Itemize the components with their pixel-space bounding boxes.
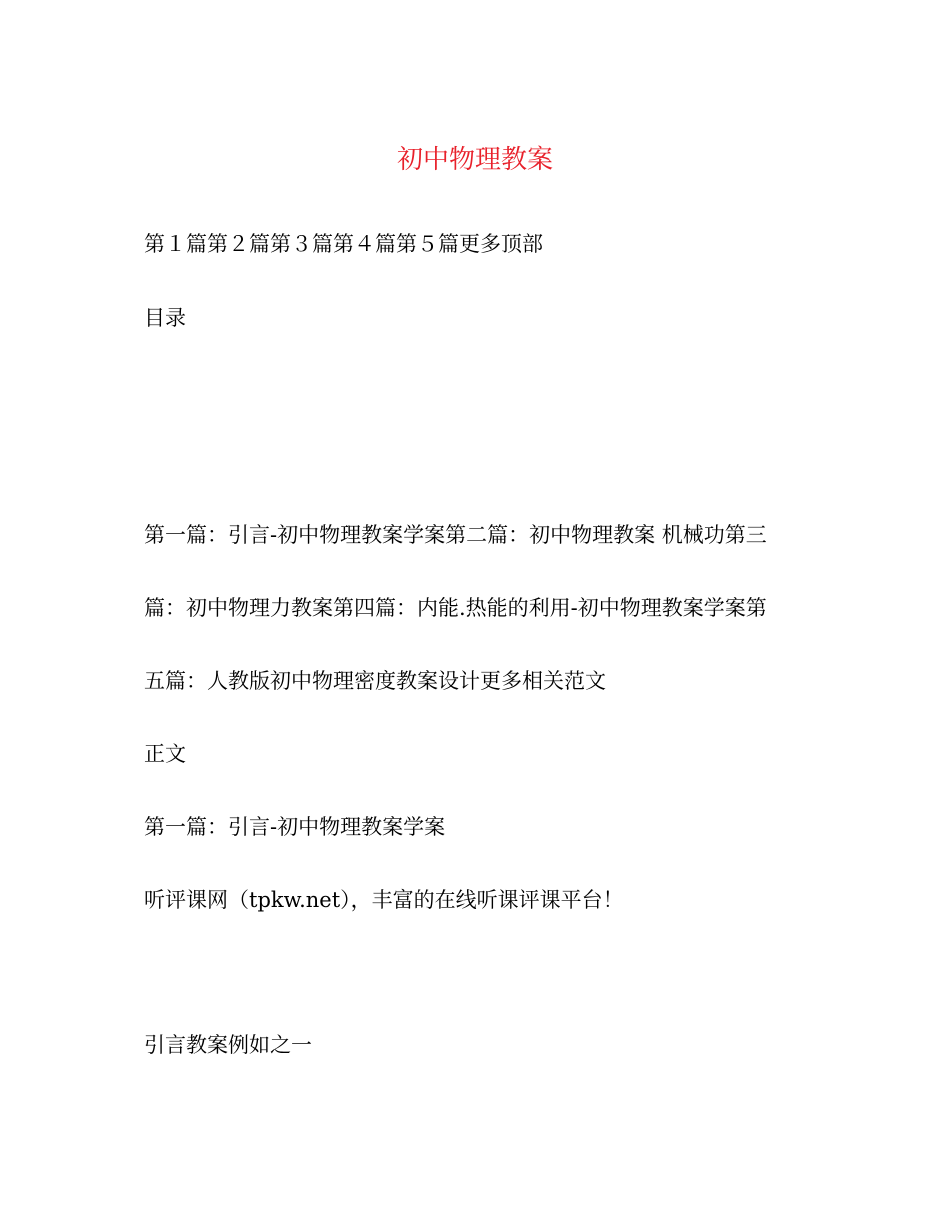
nav-link-chapter-3[interactable]: 第３篇	[270, 232, 333, 256]
body-heading: 正文	[144, 742, 186, 766]
toc-line-3: 五篇：人教版初中物理密度教案设计更多相关范文	[144, 669, 606, 693]
nav-link-top[interactable]: 顶部	[501, 232, 543, 256]
chapter-nav	[144, 229, 824, 259]
nav-link-chapter-5[interactable]: 第５篇	[396, 232, 459, 256]
section-title: 第一篇：引言-初中物理教案学案	[144, 815, 446, 839]
toc-line-2: 篇：初中物理力教案第四篇：内能.热能的利用-初中物理教案学案第	[144, 596, 767, 620]
subheading: 引言教案例如之一	[144, 1033, 312, 1057]
site-line: 听评课网（tpkw.net），丰富的在线听课评课平台！	[144, 888, 624, 912]
toc-heading: 目录	[144, 306, 186, 330]
toc-line-1: 第一篇：引言-初中物理教案学案第二篇：初中物理教案 机械功第三	[144, 523, 767, 547]
nav-link-more[interactable]: 更多	[459, 232, 501, 256]
nav-link-chapter-4[interactable]: 第４篇	[333, 232, 396, 256]
document-title: 初中物理教案	[396, 145, 553, 175]
nav-link-chapter-2[interactable]: 第２篇	[207, 232, 270, 256]
nav-link-chapter-1[interactable]: 第１篇	[144, 232, 207, 256]
